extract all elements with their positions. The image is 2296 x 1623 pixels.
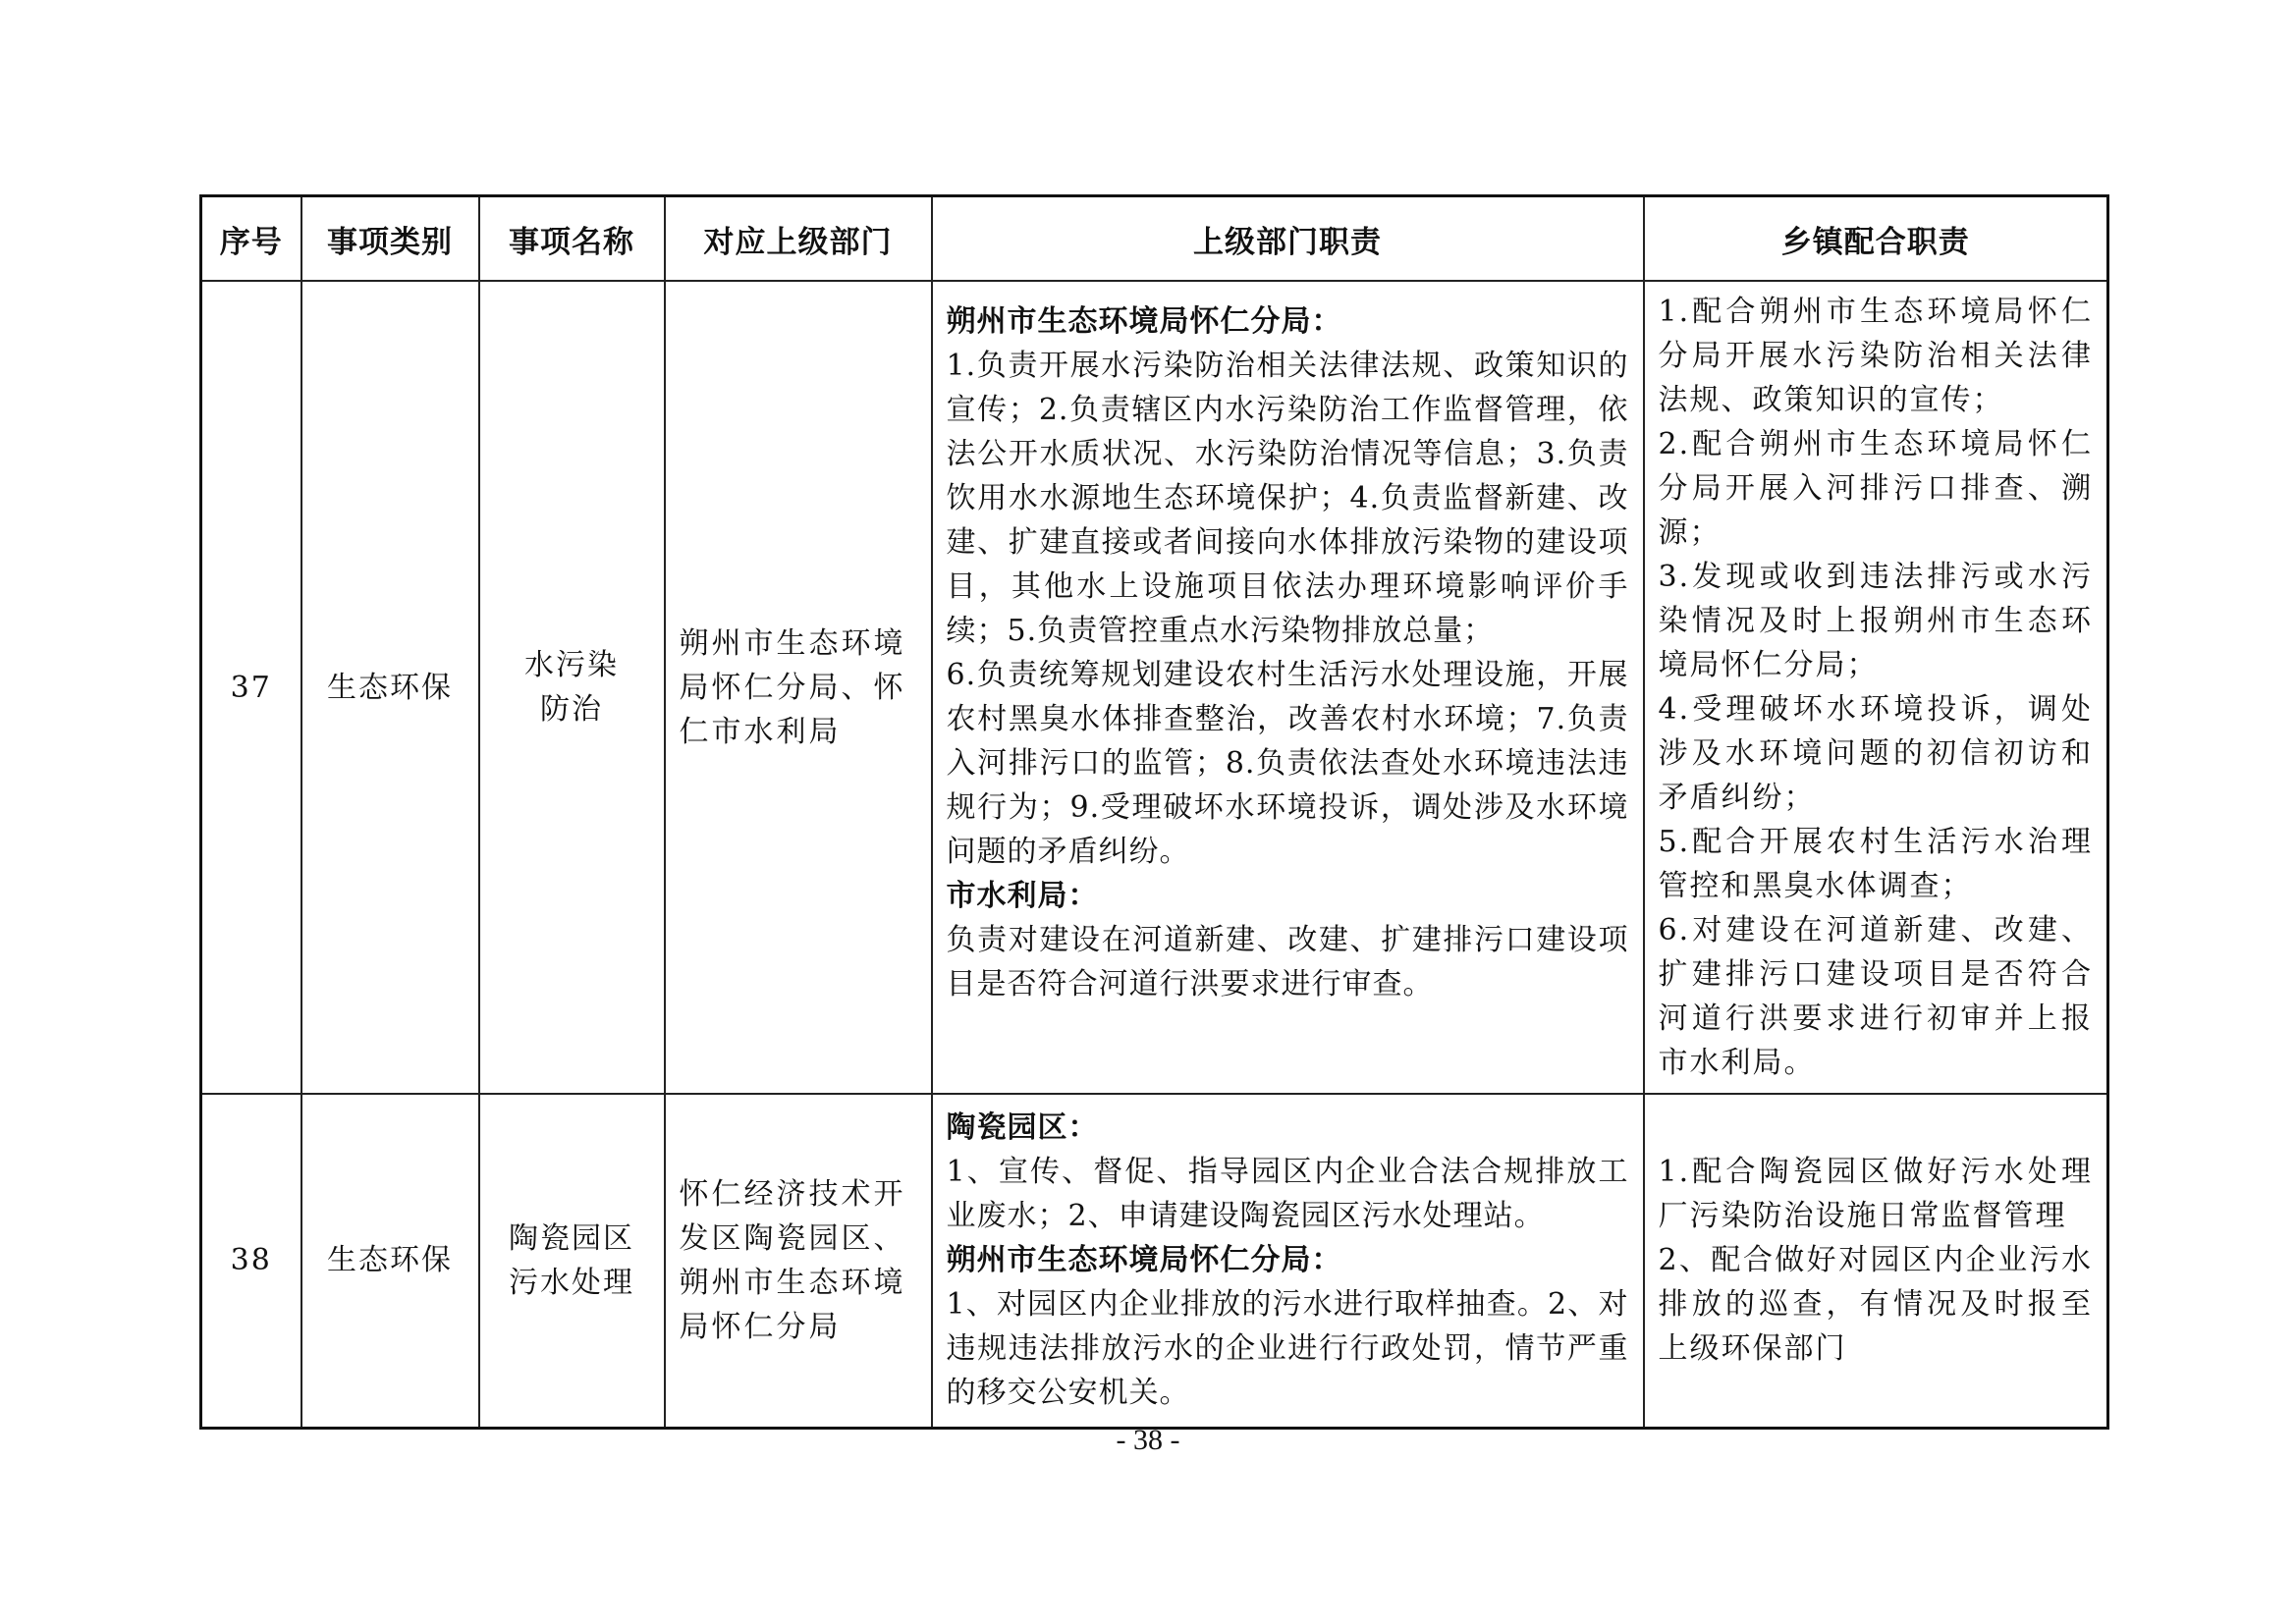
duty-org-title: 朔州市生态环境局怀仁分局： <box>946 304 1342 339</box>
duty-paragraph: 1、对园区内企业排放的污水进行取样抽查。2、对违规违法排放污水的企业进行行政处罚，情节严重的移交公安机关。 <box>946 1287 1629 1411</box>
coop-item: 5.配合开展农村生活污水治理管控和黑臭水体调查； <box>1658 825 2093 903</box>
row-department: 怀仁经济技术开发区陶瓷园区、朔州市生态环境局怀仁分局 <box>665 1094 932 1428</box>
row-item-name: 水污染防治 <box>479 281 665 1094</box>
duty-paragraph: 1、宣传、督促、指导园区内企业合法合规排放工业废水；2、申请建设陶瓷园区污水处理站。 <box>946 1155 1629 1234</box>
coop-item: 2、配合做好对园区内企业污水排放的巡查，有情况及时报至上级环保部门 <box>1658 1243 2093 1367</box>
table-row <box>201 1094 2108 1428</box>
duty-paragraph: 6.负责统筹规划建设农村生活污水处理设施，开展农村黑臭水体排查整治，改善农村水环境；7.负责入河排污口的监管；8.负责依法查处水环境违法违规行为；9.受理破坏水环境投诉，调处涉及水环境问题的矛盾纠纷。 <box>946 658 1629 869</box>
header-item-name: 事项名称 <box>479 196 665 282</box>
row-duties <box>932 1094 1644 1428</box>
coop-item: 2.配合朔州市生态环境局怀仁分局开展入河排污口排查、溯源； <box>1658 427 2093 550</box>
coop-item: 4.受理破坏水环境投诉，调处涉及水环境问题的初信初访和矛盾纠纷； <box>1658 692 2093 815</box>
row-coop <box>1644 281 2108 1094</box>
row-duties <box>932 281 1644 1094</box>
header-coop: 乡镇配合职责 <box>1644 196 2108 282</box>
responsibility-table <box>199 194 2109 1430</box>
page-number: - 38 - <box>1116 1424 1180 1456</box>
duty-org-title: 朔州市生态环境局怀仁分局： <box>946 1243 1342 1278</box>
row-department: 朔州市生态环境局怀仁分局、怀仁市水利局 <box>665 281 932 1094</box>
header-department: 对应上级部门 <box>665 196 932 282</box>
coop-item: 1.配合陶瓷园区做好污水处理厂污染防治设施日常监督管理 <box>1658 1155 2093 1234</box>
header-category: 事项类别 <box>301 196 479 282</box>
row-item-name: 陶瓷园区污水处理 <box>479 1094 665 1428</box>
duty-org-title: 陶瓷园区： <box>946 1110 1099 1146</box>
coop-item: 1.配合朔州市生态环境局怀仁分局开展水污染防治相关法律法规、政策知识的宣传； <box>1658 295 2093 417</box>
row-no: 37 <box>201 281 301 1094</box>
duty-paragraph: 1.负责开展水污染防治相关法律法规、政策知识的宣传；2.负责辖区内水污染防治工作监督管理，依法公开水质状况、水污染防治情况等信息；3.负责饮用水水源地生态环境保护；4.负责监督新建、改建、扩建直接或者间接向水体排放污染物的建设项目，其他水上设施项目依法办理环境影响评价手续；5.负责管控重点水污染物排放总量； <box>946 349 1629 648</box>
coop-item: 6.对建设在河道新建、改建、扩建排污口建设项目是否符合河道行洪要求进行初审并上报市水利局。 <box>1658 913 2093 1080</box>
table-row <box>201 281 2108 1094</box>
header-duties: 上级部门职责 <box>932 196 1644 282</box>
row-no: 38 <box>201 1094 301 1428</box>
table-header-row <box>201 196 2108 282</box>
duty-org-title: 市水利局： <box>946 879 1099 913</box>
row-category: 生态环保 <box>301 1094 479 1428</box>
duty-paragraph: 负责对建设在河道新建、改建、扩建排污口建设项目是否符合河道行洪要求进行审查。 <box>946 923 1629 1001</box>
coop-item: 3.发现或收到违法排污或水污染情况及时上报朔州市生态环境局怀仁分局； <box>1658 560 2093 682</box>
row-category: 生态环保 <box>301 281 479 1094</box>
row-coop <box>1644 1094 2108 1428</box>
header-no: 序号 <box>201 196 301 282</box>
